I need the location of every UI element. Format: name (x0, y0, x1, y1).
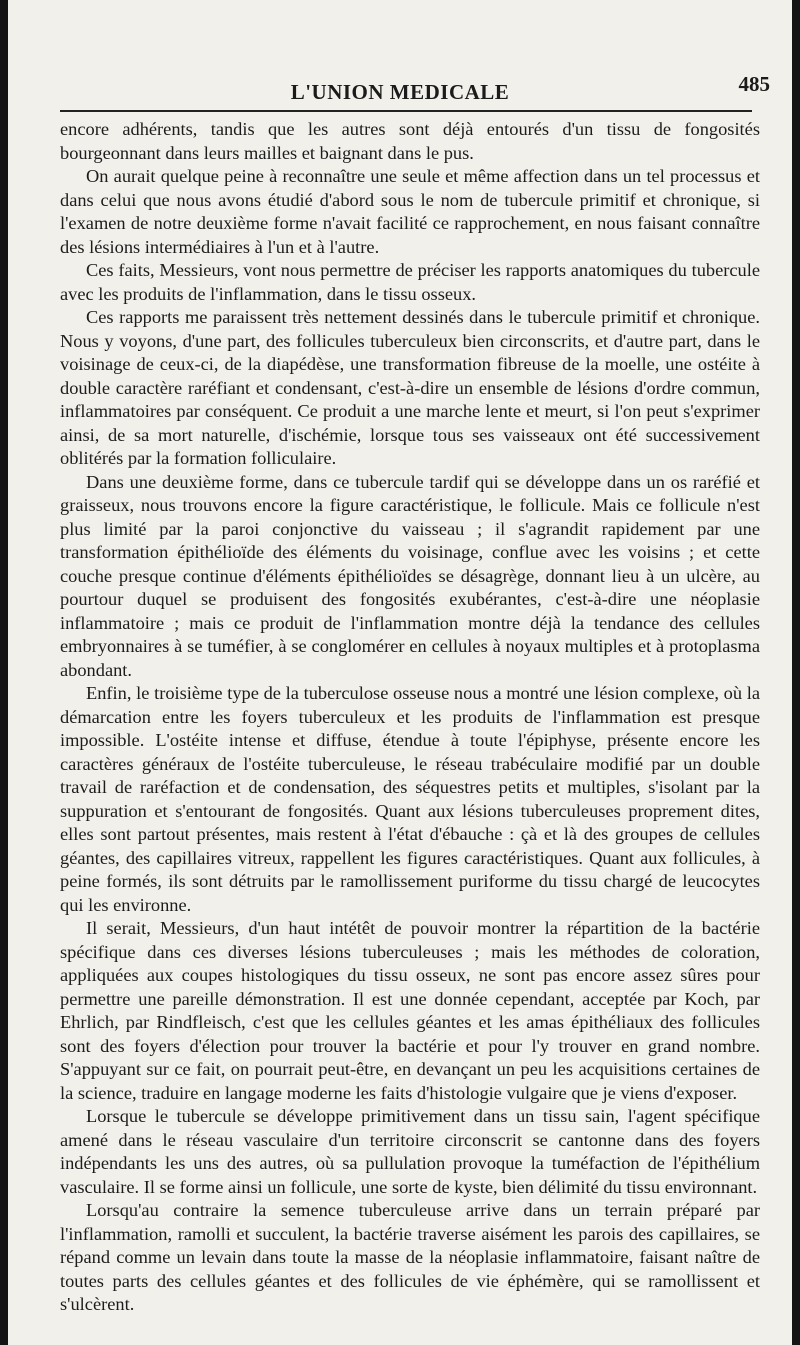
page-number: 485 (738, 72, 770, 96)
paragraph: On aurait quelque peine à reconnaître une seule et même affection dans un tel processus et dans celui que nous avons étudié d'abord sous le nom de tubercule primitif et chronique, si l'examen de notre deuxième forme n'avait facilité ce rapprochement, en nous faisant connaître des lésions intermédiaires à l'un et à l'autre. (60, 166, 760, 257)
paragraph: Lorsqu'au contraire la semence tuberculeuse arrive dans un terrain préparé par l'inflammation, ramolli et succulent, la bactérie traverse aisément les parois des capillaires, se répand comme un levain dans toute la masse de la néoplasie inflammatoire, faisant naître de toutes parts des cellules géantes et des follicules de vie éphémère, qui se ramollissent et s'ulcèrent. (60, 1200, 760, 1314)
paragraph: Enfin, le troisième type de la tuberculose osseuse nous a montré une lésion complexe, où la démarcation entre les foyers tuberculeux et les produits de l'inflammation est presque impossible. L'ostéite intense et diffuse, étendue à toute l'épiphyse, présente encore les caractères généraux de l'ostéite tuberculeuse, le réseau trabéculaire modifié par un double travail de raréfaction et de condensation, des séquestres petits et multiples, s'isolant par la suppuration et s'entourant de fongosités. Quant aux lésions tuberculeuses proprement dites, elles sont partout présentes, mais restent à l'état d'ébauche : çà et là des groupes de cellules géantes, des capillaires vitreux, rappellent les figures caractéristiques. Quant aux follicules, à peine formés, ils sont détruits par le ramollissement puriforme du tissu chargé de leucocytes qui les environne. (60, 683, 760, 915)
paragraph: encore adhérents, tandis que les autres sont déjà entourés d'un tissu de fongosités bourgeonnant dans leurs mailles et baignant dans le pus. (60, 119, 760, 163)
paragraph: Ces faits, Messieurs, vont nous permettre de préciser les rapports anatomiques du tubercule avec les produits de l'inflammation, dans le tissu osseux. (60, 260, 760, 304)
article-body (60, 118, 760, 1317)
paragraph: Il serait, Messieurs, d'un haut intétêt de pouvoir montrer la répartition de la bactérie spécifique dans ces diverses lésions tuberculeuses ; mais les méthodes de coloration, appliquées aux coupes histologiques du tissu osseux, ne sont pas encore assez sûres pour permettre une pareille démonstration. Il est une donnée cependant, acceptée par Koch, par Ehrlich, par Rindfleisch, c'est que les cellules géantes et les amas épithéliaux des follicules sont des foyers d'élection pour trouver la bactérie et pour l'y trouver en grand nombre. S'appuyant sur ce fait, on pourrait peut-être, en devançant un peu les acquisitions certaines de la science, traduire en langage moderne les faits d'histologie vulgaire que je viens d'exposer. (60, 918, 760, 1103)
paragraph: Dans une deuxième forme, dans ce tubercule tardif qui se développe dans un os raréfié et graisseux, nous trouvons encore la figure caractéristique, le follicule. Mais ce follicule n'est plus limité par la paroi conjonctive du vaisseau ; il s'agrandit rapidement par une transformation épithélioïde des éléments du voisinage, conflue avec les voisins ; et cette couche presque continue d'éléments épithélioïdes se désagrège, donnant lieu à un ulcère, au pourtour duquel se produisent des fongosités exubérantes, c'est-à-dire une néoplasie inflammatoire ; mais ce produit de l'inflammation montre déjà la tendance des cellules embryonnaires à se tuméfier, à se conglomérer en cellules à noyaux multiples et à protoplasma abondant. (60, 471, 760, 680)
book-page (8, 0, 792, 1345)
paragraph: Lorsque le tubercule se développe primitivement dans un tissu sain, l'agent spécifique amené dans le réseau vasculaire d'un territoire circonscrit se cantonne dans des foyers indépendants les uns des autres, où sa pullulation provoque la tuméfaction de l'épithélium vasculaire. Il se forme ainsi un follicule, une sorte de kyste, bien délimité du tissu environnant. (60, 1106, 760, 1197)
header-rule (60, 110, 752, 112)
running-header (8, 70, 792, 110)
paragraph: Ces rapports me paraissent très nettement dessinés dans le tubercule primitif et chronique. Nous y voyons, d'une part, des follicules tuberculeux bien circonscrits, et d'autre part, dans le voisinage de ceux-ci, de la diapédèse, une transformation fibreuse de la moelle, une ostéite à double caractère raréfiant et condensant, c'est-à-dire un ensemble de lésions d'ordre commun, inflammatoires par conséquent. Ce produit a une marche lente et meurt, si l'on peut s'exprimer ainsi, de sa mort naturelle, d'ischémie, lorsque tous ses vaisseaux ont été successivement oblitérés par la formation folliculaire. (60, 307, 760, 468)
journal-title: L'UNION MEDICALE (290, 80, 510, 104)
